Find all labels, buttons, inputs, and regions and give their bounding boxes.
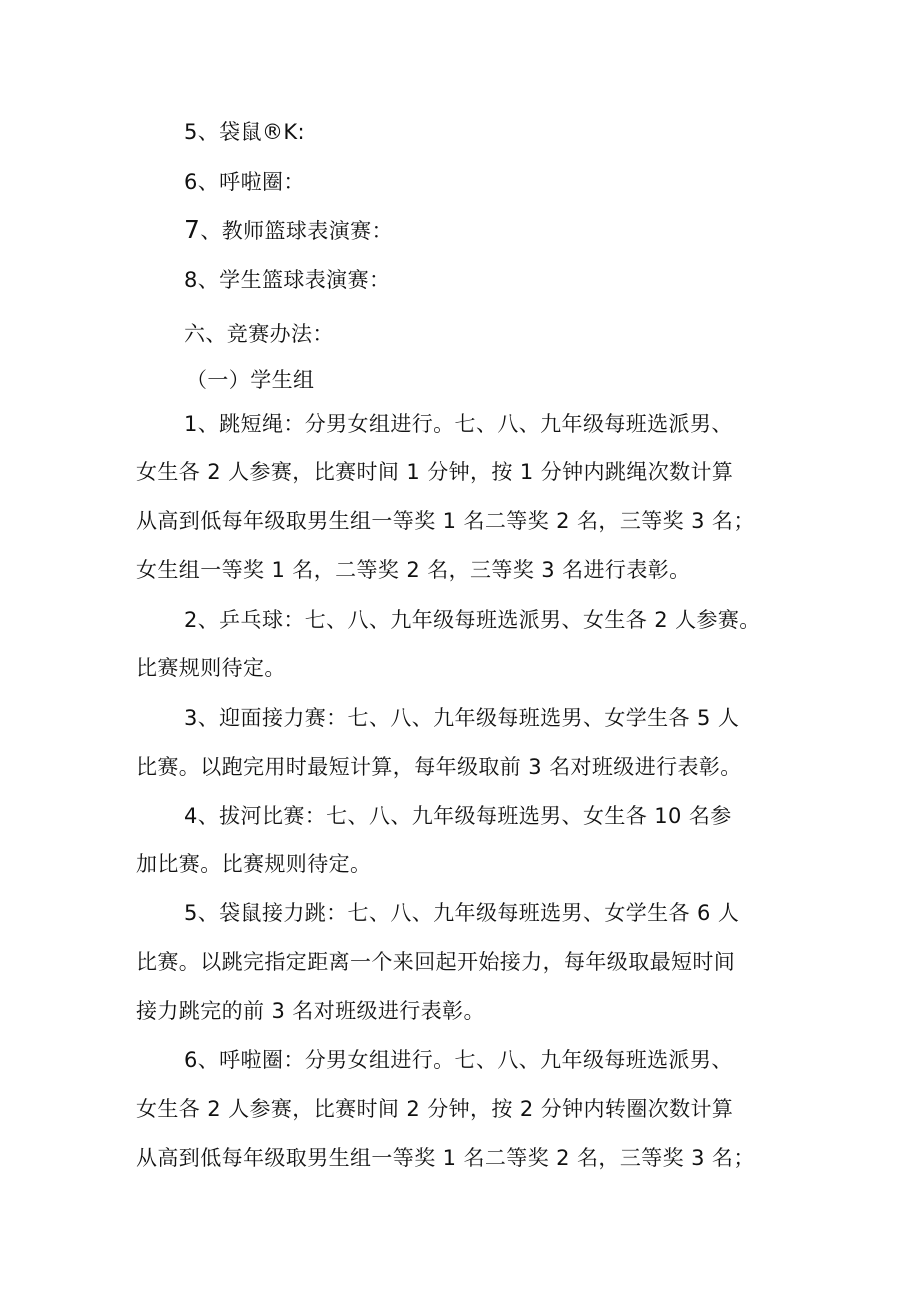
- subsection-heading-students: （一）学生组: [186, 368, 315, 392]
- list-item-hula-hoop: [184, 168, 305, 196]
- paragraph-line: 女生各 2 人参赛，比赛时间 2 分钟，按 2 分钟内转圈次数计算: [136, 1097, 734, 1121]
- paragraph-line: 比赛。以跳完指定距离一个来回起开始接力，每年级取最短时间: [136, 950, 736, 974]
- item-text: 、教师篮球表演赛：: [200, 219, 393, 243]
- section-heading-rules: 六、竞赛办法：: [184, 322, 334, 346]
- paragraph-line: 接力跳完的前 3 名对班级进行表彰。: [136, 999, 485, 1023]
- paragraph-line: 4、拔河比赛：七、八、九年级每班选男、女生各 10 名参: [184, 804, 732, 828]
- item-number: 6: [184, 170, 198, 194]
- paragraph-line: 3、迎面接力赛：七、八、九年级每班选男、女学生各 5 人: [184, 706, 740, 730]
- list-item-teacher-basketball: [184, 216, 393, 245]
- paragraph-line: 从高到低每年级取男生组一等奖 1 名二等奖 2 名，三等奖 3 名；: [136, 509, 755, 533]
- paragraph-line: 2、乒乓球：七、八、九年级每班选派男、女生各 2 人参赛。: [184, 608, 761, 632]
- paragraph-line: 女生各 2 人参赛，比赛时间 1 分钟，按 1 分钟内跳绳次数计算: [136, 460, 734, 484]
- item-text: 、呼啦圈：: [197, 170, 305, 194]
- paragraph-line: 比赛。以跑完用时最短计算，每年级取前 3 名对班级进行表彰。: [136, 755, 742, 779]
- paragraph-line: 5、袋鼠接力跳：七、八、九年级每班选男、女学生各 6 人: [184, 901, 740, 925]
- paragraph-line: 1、跳短绳：分男女组进行。七、八、九年级每班选派男、: [184, 412, 733, 436]
- item-text: 、学生篮球表演赛：: [197, 268, 391, 292]
- list-item-student-basketball: [184, 266, 390, 294]
- paragraph-line: 女生组一等奖 1 名，二等奖 2 名，三等奖 3 名进行表彰。: [136, 558, 691, 582]
- item-text: 、袋鼠®K:: [197, 120, 306, 144]
- item-number: 5: [184, 120, 198, 144]
- paragraph-line: 6、呼啦圈：分男女组进行。七、八、九年级每班选派男、: [184, 1048, 733, 1072]
- item-number: 8: [184, 268, 198, 292]
- list-item-kangaroo-jump: [184, 118, 305, 146]
- item-number: 7: [184, 215, 201, 244]
- paragraph-line: 从高到低每年级取男生组一等奖 1 名二等奖 2 名，三等奖 3 名；: [136, 1146, 755, 1170]
- paragraph-line: 加比赛。比赛规则待定。: [136, 852, 372, 876]
- paragraph-line: 比赛规则待定。: [136, 656, 286, 680]
